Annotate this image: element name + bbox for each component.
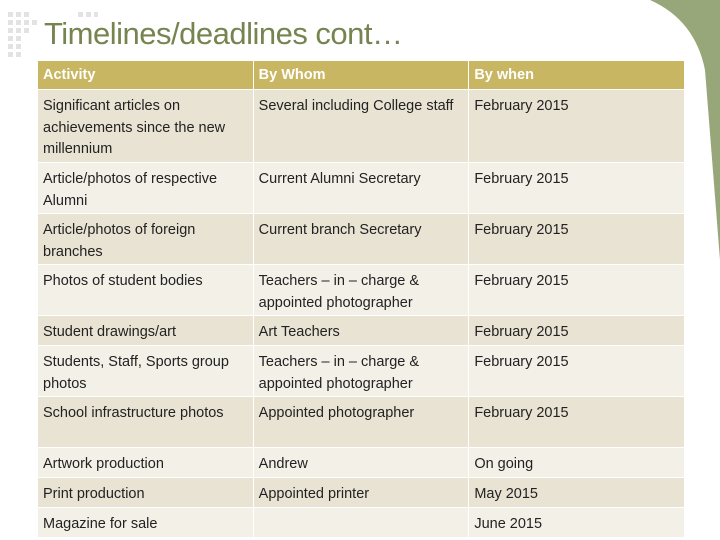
cell-by-whom: Teachers – in – charge & appointed photographer (254, 265, 469, 315)
cell-by-whom: Appointed printer (254, 478, 469, 507)
cell-by-when: February 2015 (469, 90, 684, 162)
cell-by-when: February 2015 (469, 265, 684, 315)
cell-by-when: June 2015 (469, 508, 684, 537)
cell-by-whom: Art Teachers (254, 316, 469, 345)
cell-by-when: February 2015 (469, 397, 684, 447)
table-row (38, 163, 684, 213)
cell-activity: Significant articles on achievements since the new millennium (38, 90, 253, 162)
table-row (38, 265, 684, 315)
table-header-row (38, 61, 684, 89)
cell-activity: Photos of student bodies (38, 265, 253, 315)
cell-activity: Artwork production (38, 448, 253, 477)
cell-by-when: February 2015 (469, 163, 684, 213)
table-row (38, 316, 684, 345)
cell-by-whom: Andrew (254, 448, 469, 477)
table-row (38, 478, 684, 507)
cell-by-when: May 2015 (469, 478, 684, 507)
header-by-whom: By Whom (254, 61, 469, 89)
cell-activity: Student drawings/art (38, 316, 253, 345)
cell-by-whom (254, 508, 469, 537)
cell-by-when: On going (469, 448, 684, 477)
cell-by-whom: Current Alumni Secretary (254, 163, 469, 213)
header-activity: Activity (38, 61, 253, 89)
header-by-when: By when (469, 61, 684, 89)
table-row (38, 397, 684, 447)
table-row (38, 346, 684, 396)
cell-activity: Print production (38, 478, 253, 507)
cell-activity: Article/photos of respective Alumni (38, 163, 253, 213)
table-row (38, 90, 684, 162)
cell-by-whom: Several including College staff (254, 90, 469, 162)
cell-by-whom: Teachers – in – charge & appointed photographer (254, 346, 469, 396)
cell-activity: Article/photos of foreign branches (38, 214, 253, 264)
cell-by-when: February 2015 (469, 214, 684, 264)
cell-activity: Magazine for sale (38, 508, 253, 537)
slide-title: Timelines/deadlines cont… (44, 16, 403, 51)
cell-by-when: February 2015 (469, 346, 684, 396)
table-row (38, 214, 684, 264)
cell-by-whom: Current branch Secretary (254, 214, 469, 264)
table-row (38, 508, 684, 537)
timeline-table (37, 60, 685, 538)
cell-activity: Students, Staff, Sports group photos (38, 346, 253, 396)
cell-by-whom: Appointed photographer (254, 397, 469, 447)
cell-activity: School infrastructure photos (38, 397, 253, 447)
cell-by-when: February 2015 (469, 316, 684, 345)
table-row (38, 448, 684, 477)
